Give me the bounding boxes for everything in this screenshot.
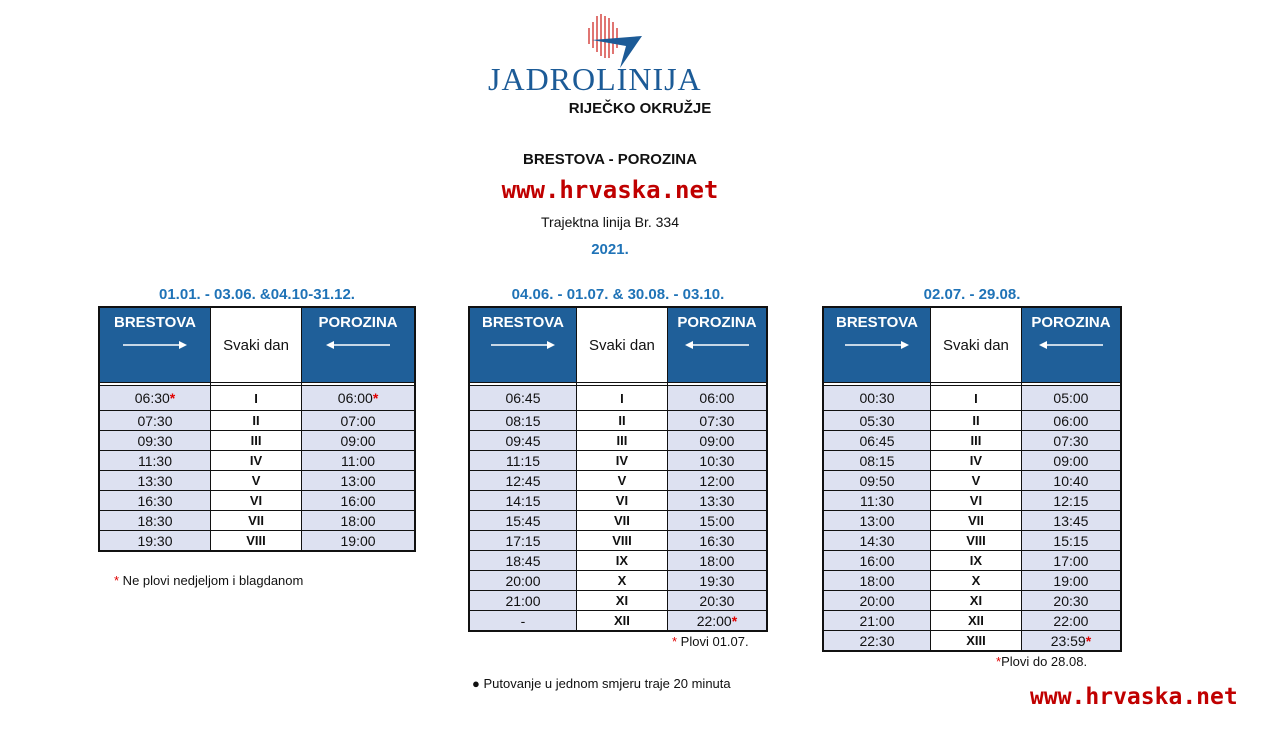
departure-number: VI	[211, 491, 302, 511]
timetable-1	[98, 306, 416, 552]
table-row	[823, 591, 1121, 611]
departure-number: IV	[211, 451, 302, 471]
departure-number: X	[577, 571, 668, 591]
header-brestova	[823, 307, 931, 383]
table-row	[99, 386, 415, 411]
departure-number: VI	[931, 491, 1022, 511]
departure-number: VII	[931, 511, 1022, 531]
table-row	[823, 531, 1121, 551]
brestova-departure: 12:45	[469, 471, 577, 491]
departure-number: VI	[577, 491, 668, 511]
departure-number: II	[577, 411, 668, 431]
brestova-departure: 08:15	[823, 451, 931, 471]
period-1: 01.01. - 03.06. &04.10-31.12.	[159, 286, 355, 303]
site-link-top[interactable]: www.hrvaska.net	[501, 176, 719, 204]
porozina-departure: 19:00	[302, 531, 415, 552]
porozina-departure: 10:40	[1021, 471, 1121, 491]
timetable-2	[468, 306, 768, 632]
porozina-departure: 15:00	[667, 511, 767, 531]
table-row	[823, 431, 1121, 451]
porozina-departure: 20:30	[667, 591, 767, 611]
line-number: Trajektna linija Br. 334	[541, 214, 679, 230]
table-row	[99, 471, 415, 491]
departure-number: VIII	[211, 531, 302, 552]
table-row	[823, 511, 1121, 531]
district-title: RIJEČKO OKRUŽJE	[568, 100, 712, 117]
porozina-departure: 19:00	[1021, 571, 1121, 591]
departure-number: III	[931, 431, 1022, 451]
porozina-departure: 16:30	[667, 531, 767, 551]
period-3: 02.07. - 29.08.	[923, 286, 1021, 303]
departure-number: X	[931, 571, 1022, 591]
arrow-right-icon	[845, 341, 909, 349]
header-porozina	[1021, 307, 1121, 383]
travel-time-text: Putovanje u jednom smjeru traje 20 minuta	[483, 676, 731, 691]
table-row	[99, 531, 415, 552]
porozina-departure: 22:00*	[667, 611, 767, 632]
brestova-departure: 06:30*	[99, 386, 211, 411]
brestova-departure: 19:30	[99, 531, 211, 552]
departure-number: IX	[577, 551, 668, 571]
table-row	[99, 511, 415, 531]
departure-number: IX	[931, 551, 1022, 571]
table-row	[469, 386, 767, 411]
porozina-departure: 09:00	[302, 431, 415, 451]
header-porozina	[667, 307, 767, 383]
porozina-departure: 09:00	[667, 431, 767, 451]
table-row	[823, 411, 1121, 431]
brestova-departure: 11:30	[99, 451, 211, 471]
table-row	[823, 386, 1121, 411]
porozina-departure: 13:00	[302, 471, 415, 491]
arrow-right-icon	[123, 341, 187, 349]
porozina-departure: 09:00	[1021, 451, 1121, 471]
period-2: 04.06. - 01.07. & 30.08. - 03.10.	[511, 286, 725, 303]
departure-number: VIII	[577, 531, 668, 551]
bullet-icon: ●	[472, 676, 480, 691]
header-daily: Svaki dan	[211, 307, 302, 383]
table-row	[469, 471, 767, 491]
porozina-departure: 18:00	[302, 511, 415, 531]
header-porozina	[302, 307, 415, 383]
table-row	[823, 631, 1121, 652]
table-row	[823, 491, 1121, 511]
departure-number: III	[577, 431, 668, 451]
departure-number: XIII	[931, 631, 1022, 652]
table-row	[469, 411, 767, 431]
table-row	[99, 451, 415, 471]
note-3: *Plovi do 28.08.	[996, 654, 1088, 669]
brestova-departure: 09:50	[823, 471, 931, 491]
brestova-departure: 08:15	[469, 411, 577, 431]
departure-number: XI	[577, 591, 668, 611]
brestova-departure: 14:30	[823, 531, 931, 551]
departure-number: II	[931, 411, 1022, 431]
departure-number: V	[211, 471, 302, 491]
brestova-departure: 09:30	[99, 431, 211, 451]
brestova-departure: 20:00	[469, 571, 577, 591]
route-title: BRESTOVA - POROZINA	[523, 151, 697, 168]
porozina-departure: 20:30	[1021, 591, 1121, 611]
porozina-departure: 10:30	[667, 451, 767, 471]
header-daily: Svaki dan	[577, 307, 668, 383]
brestova-departure: 14:15	[469, 491, 577, 511]
porozina-label: POROZINA	[318, 314, 398, 331]
departure-number: II	[211, 411, 302, 431]
table-row	[469, 511, 767, 531]
brestova-departure: 21:00	[469, 591, 577, 611]
porozina-departure: 06:00*	[302, 386, 415, 411]
porozina-departure: 13:30	[667, 491, 767, 511]
departure-number: IV	[931, 451, 1022, 471]
porozina-departure: 11:00	[302, 451, 415, 471]
departure-number: V	[577, 471, 668, 491]
porozina-departure: 12:15	[1021, 491, 1121, 511]
brestova-departure: 22:30	[823, 631, 931, 652]
porozina-departure: 12:00	[667, 471, 767, 491]
departure-number: XI	[931, 591, 1022, 611]
year: 2021.	[591, 241, 629, 258]
porozina-departure: 07:30	[1021, 431, 1121, 451]
brestova-departure: 15:45	[469, 511, 577, 531]
porozina-departure: 23:59*	[1021, 631, 1121, 652]
departure-number: VII	[211, 511, 302, 531]
table-row	[823, 611, 1121, 631]
brestova-departure: 18:45	[469, 551, 577, 571]
brestova-label: BRESTOVA	[114, 314, 196, 331]
arrow-left-icon	[326, 341, 390, 349]
brestova-label: BRESTOVA	[836, 314, 918, 331]
departure-number: IV	[577, 451, 668, 471]
arrow-left-icon	[1039, 341, 1103, 349]
porozina-departure: 16:00	[302, 491, 415, 511]
brestova-departure: 18:00	[823, 571, 931, 591]
table-row	[469, 551, 767, 571]
departure-number: VII	[577, 511, 668, 531]
header-daily: Svaki dan	[931, 307, 1022, 383]
table-row	[469, 611, 767, 632]
arrow-right-icon	[491, 341, 555, 349]
note-1: * Ne plovi nedjeljom i blagdanom	[114, 573, 304, 588]
site-link-bottom[interactable]: www.hrvaska.net	[1030, 684, 1238, 710]
brestova-departure: 20:00	[823, 591, 931, 611]
brestova-label: BRESTOVA	[482, 314, 564, 331]
departure-number: I	[931, 386, 1022, 411]
table-row	[823, 471, 1121, 491]
travel-time-note	[472, 676, 731, 691]
brestova-departure: 16:30	[99, 491, 211, 511]
brestova-departure: 13:00	[823, 511, 931, 531]
departure-number: XII	[931, 611, 1022, 631]
table-row	[99, 491, 415, 511]
logo-wordmark: JADROLINIJA	[488, 61, 702, 97]
table-row	[823, 551, 1121, 571]
porozina-departure: 07:00	[302, 411, 415, 431]
table-row	[469, 491, 767, 511]
header-brestova	[99, 307, 211, 383]
porozina-departure: 18:00	[667, 551, 767, 571]
note-2: * Plovi 01.07.	[672, 634, 749, 649]
porozina-departure: 19:30	[667, 571, 767, 591]
brestova-departure: 16:00	[823, 551, 931, 571]
porozina-departure: 07:30	[667, 411, 767, 431]
brestova-departure: 11:15	[469, 451, 577, 471]
porozina-departure: 22:00	[1021, 611, 1121, 631]
brestova-departure: 17:15	[469, 531, 577, 551]
table-row	[99, 431, 415, 451]
departure-number: V	[931, 471, 1022, 491]
brestova-departure: 07:30	[99, 411, 211, 431]
table-row	[469, 591, 767, 611]
brestova-departure: 06:45	[469, 386, 577, 411]
brestova-departure: 06:45	[823, 431, 931, 451]
table-row	[469, 531, 767, 551]
table-row	[469, 571, 767, 591]
table-row	[99, 411, 415, 431]
departure-number: I	[211, 386, 302, 411]
departure-number: VIII	[931, 531, 1022, 551]
table-row	[469, 451, 767, 471]
porozina-departure: 13:45	[1021, 511, 1121, 531]
header-brestova	[469, 307, 577, 383]
brestova-departure: 18:30	[99, 511, 211, 531]
porozina-departure: 06:00	[1021, 411, 1121, 431]
departure-number: I	[577, 386, 668, 411]
porozina-label: POROZINA	[1031, 314, 1111, 331]
table-row	[469, 431, 767, 451]
arrow-left-icon	[685, 341, 749, 349]
brestova-departure: 21:00	[823, 611, 931, 631]
brestova-departure: 05:30	[823, 411, 931, 431]
departure-number: XII	[577, 611, 668, 632]
table-row	[823, 451, 1121, 471]
brestova-departure: 00:30	[823, 386, 931, 411]
porozina-departure: 15:15	[1021, 531, 1121, 551]
departure-number: III	[211, 431, 302, 451]
brestova-departure: 13:30	[99, 471, 211, 491]
porozina-departure: 06:00	[667, 386, 767, 411]
brestova-departure: -	[469, 611, 577, 632]
porozina-departure: 17:00	[1021, 551, 1121, 571]
brestova-departure: 09:45	[469, 431, 577, 451]
brestova-departure: 11:30	[823, 491, 931, 511]
porozina-departure: 05:00	[1021, 386, 1121, 411]
table-row	[823, 571, 1121, 591]
porozina-label: POROZINA	[677, 314, 757, 331]
timetable-3	[822, 306, 1122, 652]
